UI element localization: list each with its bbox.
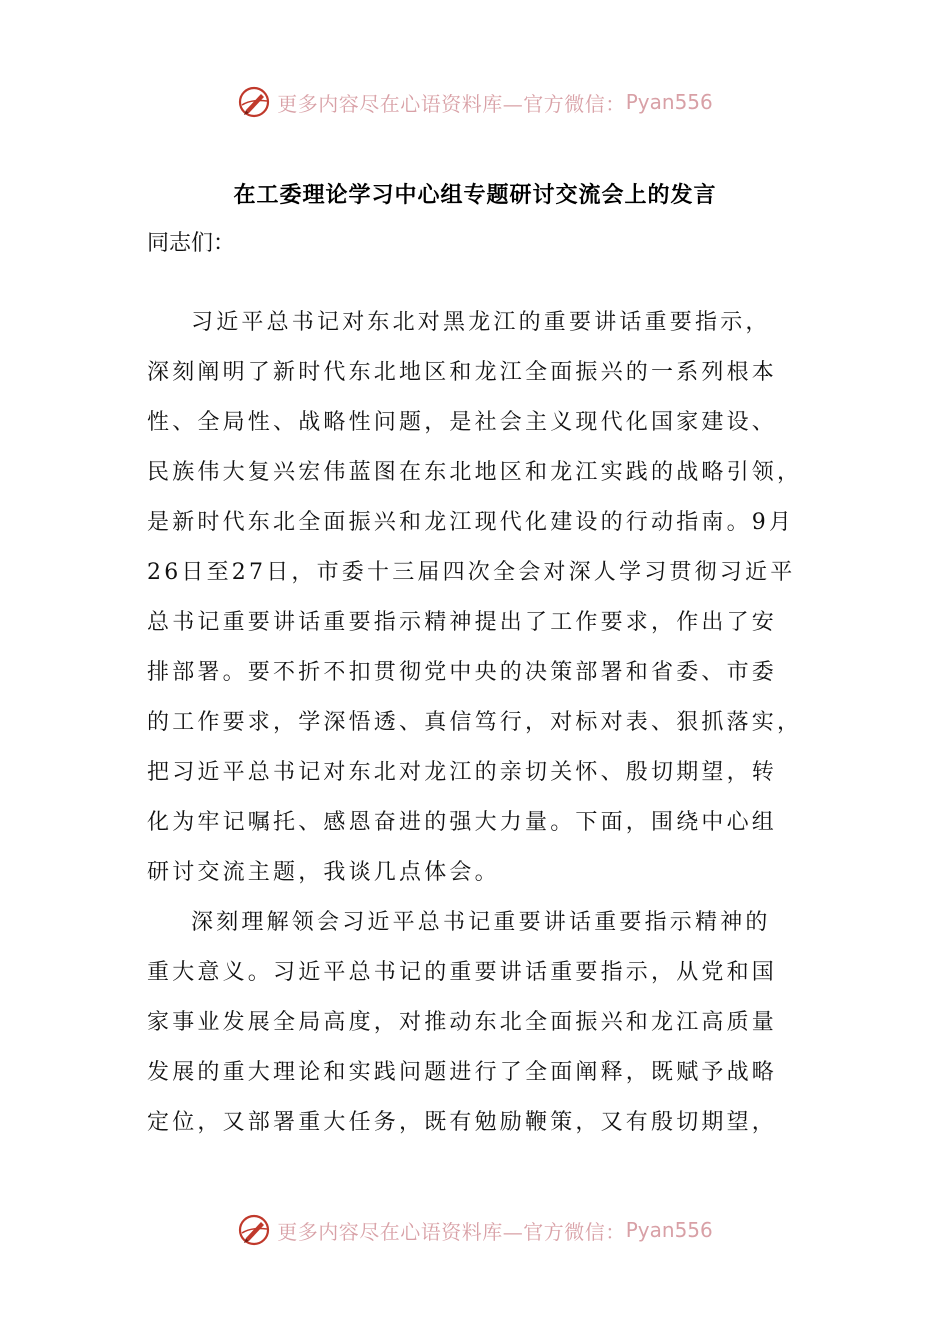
paragraph-line: 的工作要求，学深悟透、真信笃行，对标对表、狠抓落实， bbox=[147, 710, 803, 735]
watermark-wechat-id: Pyan556 bbox=[625, 1218, 713, 1242]
paragraph-line: 定位，又部署重大任务，既有勉励鞭策，又有殷切期望， bbox=[147, 1110, 778, 1135]
document-body bbox=[147, 298, 807, 1148]
paragraph-line: 习近平总书记对东北对黑龙江的重要讲话重要指示， bbox=[191, 310, 771, 335]
watermark-text: 更多内容尽在心语资料库—官方微信： bbox=[277, 91, 626, 116]
pen-logo-icon bbox=[237, 85, 271, 119]
paragraph-line: 把习近平总书记对东北对龙江的亲切关怀、殷切期望，转 bbox=[147, 760, 778, 785]
paragraph-line: 研讨交流主题，我谈几点体会。 bbox=[147, 860, 500, 885]
paragraph-line: 重大意义。习近平总书记的重要讲话重要指示，从党和国 bbox=[147, 960, 778, 985]
paragraph-line: 深刻阐明了新时代东北地区和龙江全面振兴的一系列根本 bbox=[147, 360, 778, 385]
pen-logo-icon bbox=[237, 1213, 271, 1247]
footer-watermark bbox=[0, 1210, 950, 1250]
greeting: 同志们： bbox=[147, 231, 236, 256]
paragraph-line: 家事业发展全局高度，对推动东北全面振兴和龙江高质量 bbox=[147, 1010, 778, 1035]
paragraph-line: 性、全局性、战略性问题，是社会主义现代化国家建设、 bbox=[147, 410, 778, 435]
paragraph-line: 民族伟大复兴宏伟蓝图在东北地区和龙江实践的战略引领， bbox=[147, 460, 803, 485]
paragraph-line: 26日至27日，市委十三届四次全会对深人学习贯彻习近平 bbox=[147, 560, 796, 585]
watermark-wechat-id: Pyan556 bbox=[625, 90, 713, 114]
paragraph-line: 总书记重要讲话重要指示精神提出了工作要求，作出了安 bbox=[147, 610, 778, 635]
paragraph-line: 发展的重大理论和实践问题进行了全面阐释，既赋予战略 bbox=[147, 1060, 778, 1085]
paragraph-line: 排部署。要不折不扣贯彻党中央的决策部署和省委、市委 bbox=[147, 660, 778, 685]
paragraph-line: 是新时代东北全面振兴和龙江现代化建设的行动指南。9月 bbox=[147, 510, 795, 535]
header-watermark bbox=[0, 82, 950, 122]
watermark-text: 更多内容尽在心语资料库—官方微信： bbox=[277, 1219, 626, 1244]
paragraph-line: 化为牢记嘱托、感恩奋进的强大力量。下面，围绕中心组 bbox=[147, 810, 778, 835]
paragraph-line: 深刻理解领会习近平总书记重要讲话重要指示精神的 bbox=[191, 910, 771, 935]
document-title: 在工委理论学习中心组专题研讨交流会上的发言 bbox=[233, 183, 717, 208]
